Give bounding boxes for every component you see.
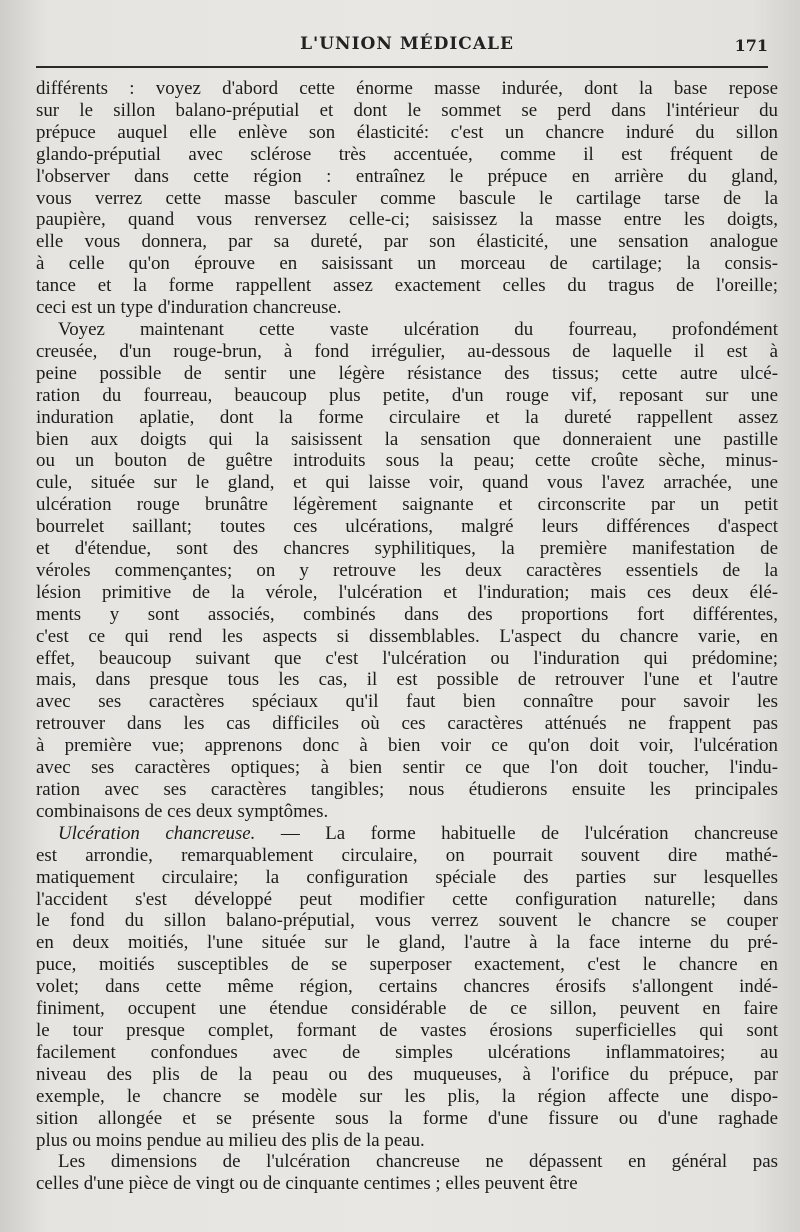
text-line: et d'étendue, sont des chancres syphilitiques, la première manifestation de xyxy=(36,538,778,560)
text-line: avec ses caractères optiques; à bien sentir ce que l'on doit toucher, l'indu- xyxy=(36,757,778,779)
text-line: tance et la forme rappellent assez exactement celles du tragus de l'oreille; xyxy=(36,275,778,297)
text-line: puce, moitiés susceptibles de se superposer exactement, c'est le chancre en xyxy=(36,954,778,976)
text-line: c'est ce qui rend les aspects si dissemblables. L'aspect du chancre varie, en xyxy=(36,625,778,647)
text-line: l'accident s'est développé peut modifier cette configuration naturelle; dans xyxy=(36,888,778,910)
text-line: l'observer dans cette région : entraînez le prépuce en arrière du gland, xyxy=(36,165,778,187)
text-line: véroles commençantes; on y retrouve les deux caractères essentiels de la xyxy=(36,559,778,581)
text-line: à celle qu'on éprouve en saisissant un morceau de cartilage; la consis- xyxy=(36,253,778,275)
text-line: prépuce auquel elle enlève son élasticité: c'est un chancre induré du sillon xyxy=(36,121,778,143)
text-line: lésion primitive de la vérole, l'ulcération et l'induration; mais ces deux élé- xyxy=(36,581,778,603)
text-line: combinaisons de ces deux symptômes. xyxy=(36,800,329,822)
text-line: mais, dans presque tous les cas, il est possible de retrouver l'une et l'autre xyxy=(36,669,778,691)
header-rule xyxy=(36,66,768,68)
text-line: facilement confondues avec de simples ulcérations inflammatoires; au xyxy=(36,1041,778,1063)
paragraph xyxy=(36,78,778,319)
text-line: creusée, d'un rouge-brun, à fond irrégulier, au-dessous de laquelle il est à xyxy=(36,340,778,362)
text-line: cule, située sur le gland, et qui laisse voir, quand vous l'avez arrachée, une xyxy=(36,472,778,494)
text-line: bien aux doigts qui la saisissent la sensation que donneraient une pastille xyxy=(36,428,778,450)
paragraph xyxy=(36,1151,778,1195)
text-line-content: — La forme habituelle de l'ulcération chancreuse xyxy=(255,822,778,844)
paragraph xyxy=(36,319,778,823)
text-line: Les dimensions de l'ulcération chancreuse ne dépassent en général pas xyxy=(58,1151,778,1173)
page-header xyxy=(36,30,778,60)
text-line: peine possible de sentir une légère résistance des tissus; cette autre ulcé- xyxy=(36,362,778,384)
text-line: bourrelet saillant; toutes ces ulcérations, malgré leurs différences d'aspect xyxy=(36,516,778,538)
section-heading: Ulcération chancreuse. xyxy=(58,822,256,844)
running-title: L'UNION MÉDICALE xyxy=(300,34,514,54)
text-line: induration aplatie, dont la forme circulaire et la dureté rappellent assez xyxy=(36,406,778,428)
text-line: le tour presque complet, formant de vastes érosions superficielles qui sont xyxy=(36,1019,778,1041)
text-line xyxy=(36,823,778,845)
text-line: plus ou moins pendue au milieu des plis de la peau. xyxy=(36,1129,425,1151)
text-line: sition allongée et se présente sous la forme d'une fissure ou d'une raghade xyxy=(36,1107,778,1129)
text-line: ration du fourreau, beaucoup plus petite, d'un rouge vif, reposant sur une xyxy=(36,384,778,406)
text-line: sur le sillon balano-préputial et dont le sommet se perd dans l'intérieur du xyxy=(36,99,778,121)
text-line: avec ses caractères spéciaux qu'il faut bien connaître pour savoir les xyxy=(36,691,778,713)
text-line: le fond du sillon balano-préputial, vous verrez souvent le chancre se couper xyxy=(36,910,778,932)
text-line: ments y sont associés, combinés dans des proportions fort différentes, xyxy=(36,603,778,625)
text-line: ration avec ses caractères tangibles; nous étudierons ensuite les principales xyxy=(36,779,778,800)
text-line: vous verrez cette masse basculer comme bascule le cartilage tarse de la xyxy=(36,187,778,209)
body-text xyxy=(36,78,778,1195)
text-line: paupière, quand vous renversez celle-ci; saisissez la masse entre les doigts, xyxy=(36,209,778,231)
paragraph xyxy=(36,823,778,1152)
text-line: finiment, occupent une étendue considérable de ce sillon, peuvent en faire xyxy=(36,998,778,1020)
text-line: différents : voyez d'abord cette énorme masse indurée, dont la base repose xyxy=(36,78,778,99)
text-line: effet, beaucoup suivant que c'est l'ulcération ou l'induration qui prédomine; xyxy=(36,647,778,669)
text-line: exemple, le chancre se modèle sur les plis, la région affecte une dispo- xyxy=(36,1085,778,1107)
text-line: à première vue; apprenons donc à bien voir ce qu'on doit voir, l'ulcération xyxy=(36,735,778,757)
text-line: Voyez maintenant cette vaste ulcération du fourreau, profondément xyxy=(58,318,778,340)
text-line: ceci est un type d'induration chancreuse. xyxy=(36,297,342,319)
text-line: elle vous donnera, par sa dureté, par son élasticité, une sensation analogue xyxy=(36,231,778,253)
text-line: celles d'une pièce de vingt ou de cinquante centimes ; elles peuvent être xyxy=(36,1173,578,1195)
text-line: ulcération rouge brunâtre légèrement saignante et circonscrite par un petit xyxy=(36,494,778,516)
text-line: en deux moitiés, l'une située sur le gland, l'autre à la face interne du pré- xyxy=(36,932,778,954)
text-line: volet; dans cette même région, certains chancres érosifs s'allongent indé- xyxy=(36,976,778,998)
text-line: ou un bouton de guêtre introduits sous la peau; cette croûte sèche, minus- xyxy=(36,450,778,472)
text-line: retrouver dans les cas difficiles où ces caractères atténués ne frappent pas xyxy=(36,713,778,735)
text-line: niveau des plis de la peau ou des muqueuses, à l'orifice du prépuce, par xyxy=(36,1063,778,1085)
text-line: est arrondie, remarquablement circulaire, on pourrait souvent dire mathé- xyxy=(36,844,778,866)
text-line: matiquement circulaire; la configuration spéciale des parties sur lesquelles xyxy=(36,866,778,888)
page-number: 171 xyxy=(734,36,768,55)
text-line: glando-préputial avec sclérose très accentuée, comme il est fréquent de xyxy=(36,143,778,165)
